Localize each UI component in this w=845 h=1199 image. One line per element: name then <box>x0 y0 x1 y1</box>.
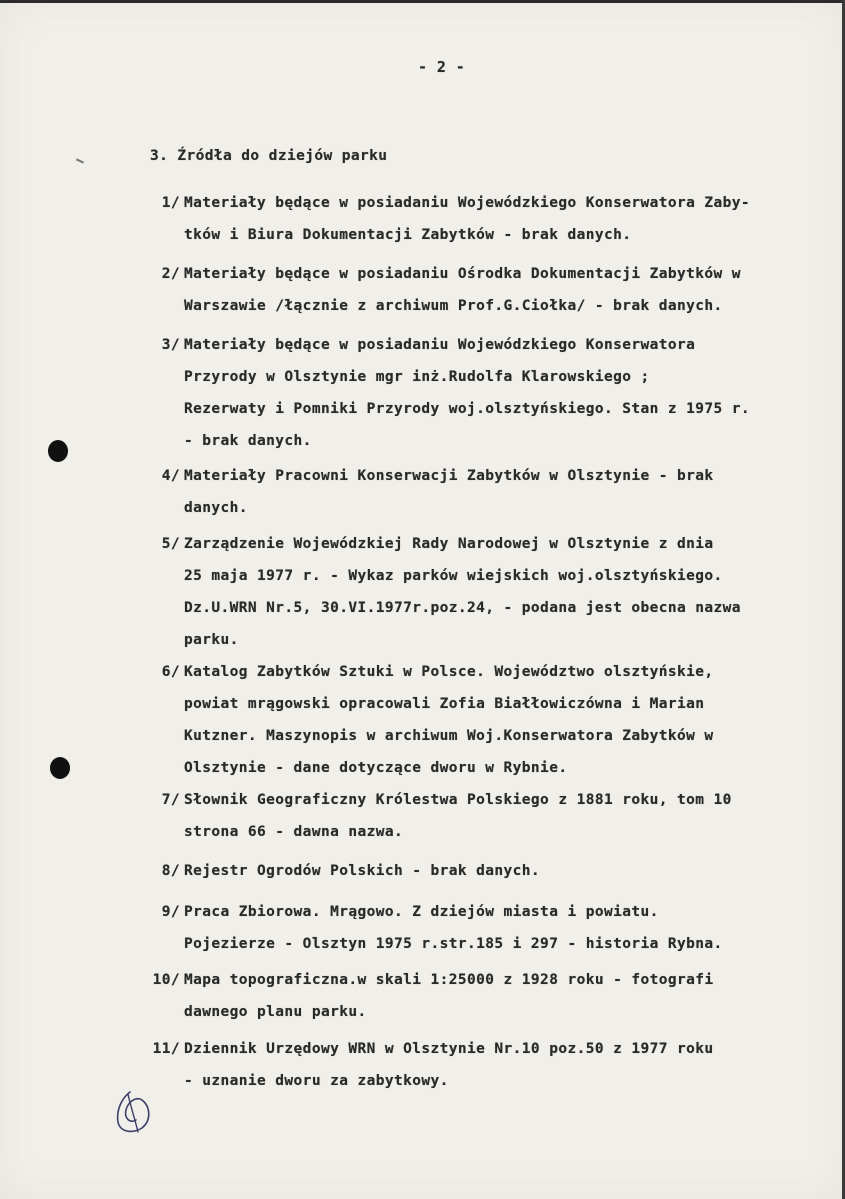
list-item <box>161 656 714 784</box>
item-line: Materiały Pracowni Konserwacji Zabytków w Olsztynie - brak <box>184 468 714 484</box>
item-number: 11/ <box>152 1041 180 1057</box>
item-line: Katalog Zabytków Sztuki w Polsce. Województwo olsztyńskie, <box>184 664 714 680</box>
item-number: 3/ <box>161 337 180 353</box>
item-number: 10/ <box>152 972 180 988</box>
item-line: tków i Biura Dokumentacji Zabytków - brak danych. <box>184 227 632 243</box>
item-line: 25 maja 1977 r. - Wykaz parków wiejskich woj.olsztyńskiego. <box>184 568 723 584</box>
item-line: Słownik Geograficzny Królestwa Polskiego z 1881 roku, tom 10 <box>184 792 732 808</box>
item-line: Materiały będące w posiadaniu Wojewódzkiego Konserwatora Zaby- <box>184 195 751 211</box>
item-line: dawnego planu parku. <box>184 1004 367 1020</box>
list-item <box>161 784 732 848</box>
item-line: parku. <box>184 632 239 648</box>
item-number: 6/ <box>161 664 180 680</box>
list-item <box>152 1033 714 1097</box>
list-item <box>161 187 751 251</box>
item-line: powiat mrągowski opracowali Zofia Białłowiczówna i Marian <box>184 696 705 712</box>
item-line: Pojezierze - Olsztyn 1975 r.str.185 i 297 - historia Rybna. <box>184 936 723 952</box>
item-line: Warszawie /łącznie z archiwum Prof.G.Ciołka/ - brak danych. <box>184 298 723 314</box>
list-item <box>152 964 714 1028</box>
handwritten-signature <box>108 1088 158 1138</box>
item-number: 8/ <box>161 863 180 879</box>
item-line: Materiały będące w posiadaniu Ośrodka Dokumentacji Zabytków w <box>184 266 741 282</box>
item-line: - brak danych. <box>184 433 312 449</box>
list-item <box>161 460 714 524</box>
section-heading: 3. Źródła do dziejów parku <box>150 148 388 164</box>
item-line: - uznanie dworu za zabytkowy. <box>184 1073 449 1089</box>
item-line: Kutzner. Maszynopis w archiwum Woj.Konserwatora Zabytków w <box>184 728 714 744</box>
pen-mark <box>76 158 84 163</box>
page-number: - 2 - <box>418 58 466 76</box>
item-number: 9/ <box>161 904 180 920</box>
item-line: Dziennik Urzędowy WRN w Olsztynie Nr.10 poz.50 z 1977 roku <box>184 1041 714 1057</box>
list-item <box>161 528 741 656</box>
page-top-edge <box>0 0 845 3</box>
list-item <box>161 855 541 887</box>
item-number: 7/ <box>161 792 180 808</box>
item-line: Praca Zbiorowa. Mrągowo. Z dziejów miasta i powiatu. <box>184 904 659 920</box>
punch-hole <box>48 440 68 462</box>
list-item <box>161 329 751 457</box>
item-number: 5/ <box>161 536 180 552</box>
item-number: 2/ <box>161 266 180 282</box>
item-number: 4/ <box>161 468 180 484</box>
list-item <box>161 258 741 322</box>
item-line: Dz.U.WRN Nr.5, 30.VI.1977r.poz.24, - podana jest obecna nazwa <box>184 600 741 616</box>
item-line: Przyrody w Olsztynie mgr inż.Rudolfa Klarowskiego ; <box>184 369 650 385</box>
item-line: Rezerwaty i Pomniki Przyrody woj.olsztyńskiego. Stan z 1975 r. <box>184 401 751 417</box>
item-number: 1/ <box>161 195 180 211</box>
item-line: Rejestr Ogrodów Polskich - brak danych. <box>184 863 541 879</box>
item-line: Mapa topograficzna.w skali 1:25000 z 1928 roku - fotografi <box>184 972 714 988</box>
item-line: Olsztynie - dane dotyczące dworu w Rybnie. <box>184 760 568 776</box>
punch-hole <box>50 757 70 779</box>
item-line: strona 66 - dawna nazwa. <box>184 824 404 840</box>
list-item <box>161 896 723 960</box>
item-line: Zarządzenie Wojewódzkiej Rady Narodowej w Olsztynie z dnia <box>184 536 714 552</box>
item-line: danych. <box>184 500 248 516</box>
item-line: Materiały będące w posiadaniu Wojewódzkiego Konserwatora <box>184 337 696 353</box>
